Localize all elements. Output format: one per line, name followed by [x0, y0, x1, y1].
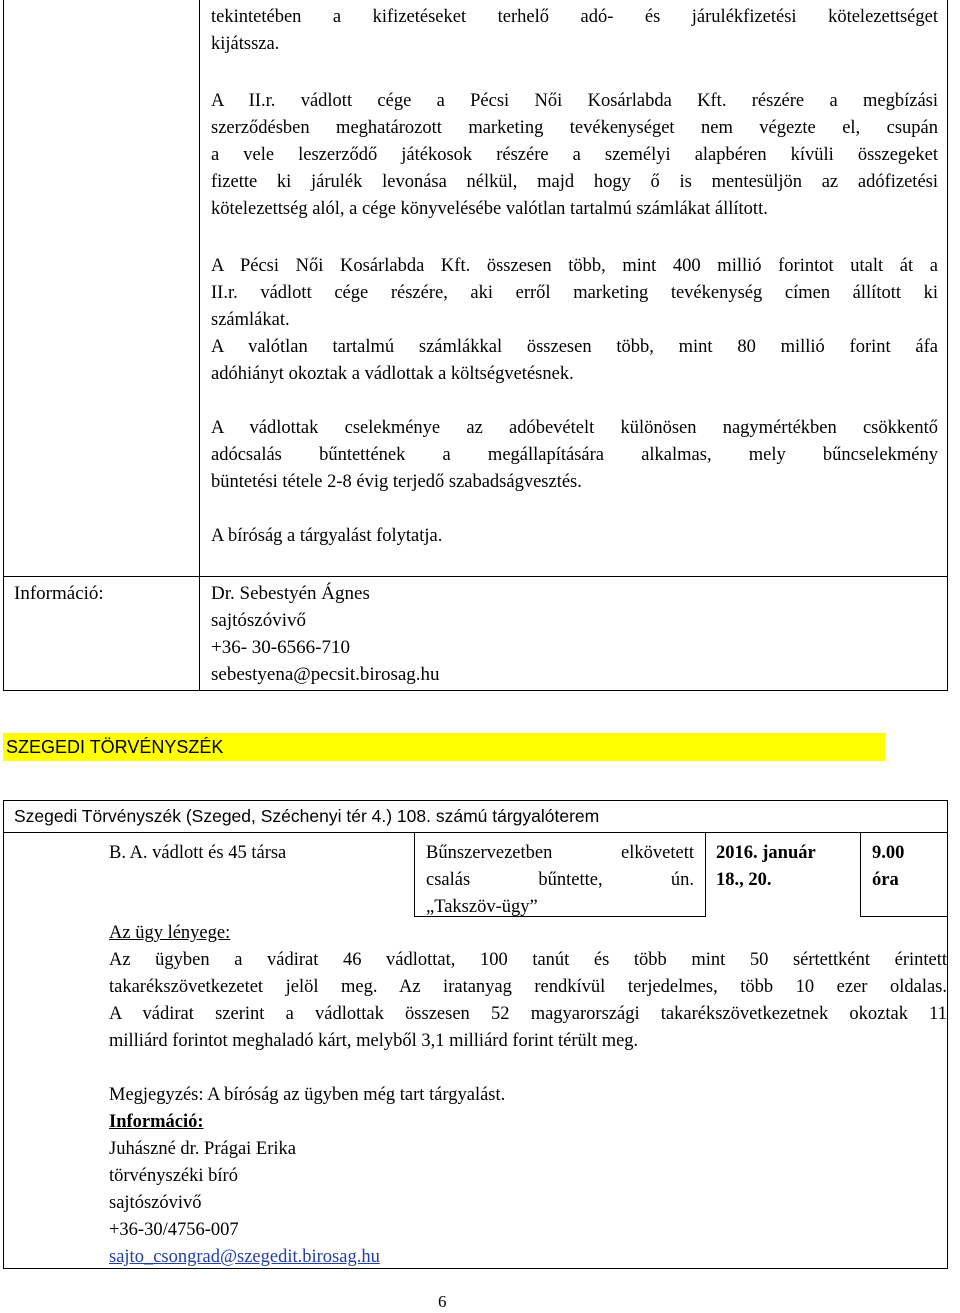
- charge-line: Bűnszervezetben elkövetett: [426, 843, 694, 863]
- courtroom-location: Szegedi Törvényszék (Szeged, Széchenyi tér 4.) 108. számú tárgyalóterem: [14, 806, 600, 826]
- text-line: adócsalás bűntettének a megállapítására alkalmas, mely bűncselekmény: [211, 445, 938, 465]
- info-label: Információ:: [109, 1112, 204, 1132]
- text-line: kijátssza.: [211, 34, 280, 54]
- case-essence: [109, 920, 947, 1271]
- table-top-right-border: [947, 0, 948, 690]
- contact-title: sajtószóvivő: [211, 610, 306, 631]
- essence-line: A vádirat szerint a vádlottak összesen 52 magyarországi takarékszövetkezetnek okoztak 11: [109, 1004, 947, 1024]
- info-label: Információ:: [14, 583, 104, 604]
- essence-line: Az ügyben a vádirat 46 vádlottat, 100 tanút és több mint 50 sértettként érintett: [109, 950, 947, 970]
- table-bottom-top-border: [3, 800, 948, 801]
- contact-role: sajtószóvivő: [109, 1193, 202, 1213]
- contact-name: Dr. Sebestyén Ágnes: [211, 583, 370, 604]
- date-line: 18., 20.: [716, 870, 772, 890]
- table-bottom-right-border: [947, 800, 948, 1269]
- charge-line: csalás bűntette, ún.: [426, 870, 694, 890]
- date-line: 2016. január: [716, 843, 816, 863]
- time-cell-left: [860, 833, 861, 917]
- text-line: adóhiányt okoztak a vádlottak a költségvetésnek.: [211, 364, 574, 384]
- charge-cell-left: [414, 833, 415, 917]
- table-top-left-border: [3, 0, 4, 690]
- time-cell-bottom: [860, 916, 948, 917]
- contact-phone: +36- 30-6566-710: [211, 637, 350, 658]
- contact-title: törvényszéki bíró: [109, 1166, 238, 1186]
- time-line: 9.00: [872, 843, 905, 863]
- text-line: A valótlan tartalmú számlákkal összesen több, mint 80 millió forint áfa: [211, 337, 938, 357]
- section-title: SZEGEDI TÖRVÉNYSZÉK: [6, 737, 224, 757]
- essence-line: takarékszövetkezetet jelöl meg. Az iratanyag rendkívül terjedelmes, több 10 ezer oldalas.: [109, 977, 947, 997]
- press-contact: [211, 580, 938, 688]
- text-line: büntetési tétele 2-8 évig terjedő szabadságvesztés.: [211, 472, 582, 492]
- hearing-note: Megjegyzés: A bíróság az ügyben még tart tárgyalást.: [109, 1085, 506, 1105]
- hearing-time: [872, 840, 942, 894]
- text-line: A bíróság a tárgyalást folytatja.: [211, 526, 443, 546]
- charge-description: [426, 840, 694, 921]
- hearing-date: [716, 840, 856, 894]
- essence-line: milliárd forintot meghaladó kárt, melyből 3,1 milliárd forint térült meg.: [109, 1031, 639, 1051]
- table-bottom-left-border: [3, 800, 4, 1269]
- text-line: A vádlottak cselekménye az adóbevételt különösen nagymértékben csökkentő: [211, 418, 938, 438]
- text-line: II.r. vádlott cége részére, aki erről marketing tevékenység címen állított ki: [211, 283, 938, 303]
- text-line: szerződésben meghatározott marketing tevékenységet nem végezte el, csupán: [211, 118, 938, 138]
- page-number: 6: [438, 1292, 447, 1311]
- text-line: fizette ki járulék levonása nélkül, majd hogy ő is mentesüljön az adófizetési: [211, 172, 938, 192]
- contact-name: Juhászné dr. Prágai Erika: [109, 1139, 296, 1159]
- charge-line: „Takszöv-ügy”: [426, 897, 538, 917]
- time-line: óra: [872, 870, 899, 890]
- table-top-row-separator: [3, 576, 948, 577]
- text-line: kötelezettség alól, a cége könyvelésébe valótlan tartalmú számlákat állított.: [211, 199, 768, 219]
- essence-label: Az ügy lényege:: [109, 923, 231, 943]
- text-line: tekintetében a kifizetéseket terhelő adó- és járulékfizetési kötelezettséget: [211, 7, 938, 27]
- text-line: A Pécsi Női Kosárlabda Kft. összesen több, mint 400 millió forintot utalt át a: [211, 256, 938, 276]
- contact-phone: +36-30/4756-007: [109, 1220, 239, 1240]
- charge-cell-right: [705, 833, 706, 917]
- table-top-divider: [199, 0, 200, 690]
- contact-email: sebestyena@pecsit.birosag.hu: [211, 664, 440, 685]
- table-top-bottom-border: [3, 690, 948, 691]
- table-bottom-row-separator: [3, 832, 948, 833]
- text-line: számlákat.: [211, 310, 290, 330]
- contact-email-link[interactable]: sajto_csongrad@szegedit.birosag.hu: [109, 1247, 380, 1267]
- text-line: a vele leszerződő játékosok részére a személyi alapbéren kívüli összegeket: [211, 145, 938, 165]
- text-line: A II.r. vádlott cége a Pécsi Női Kosárlabda Kft. részére a megbízási: [211, 91, 938, 111]
- case-description: [211, 4, 938, 550]
- defendant-name: B. A. vádlott és 45 társa: [109, 843, 287, 863]
